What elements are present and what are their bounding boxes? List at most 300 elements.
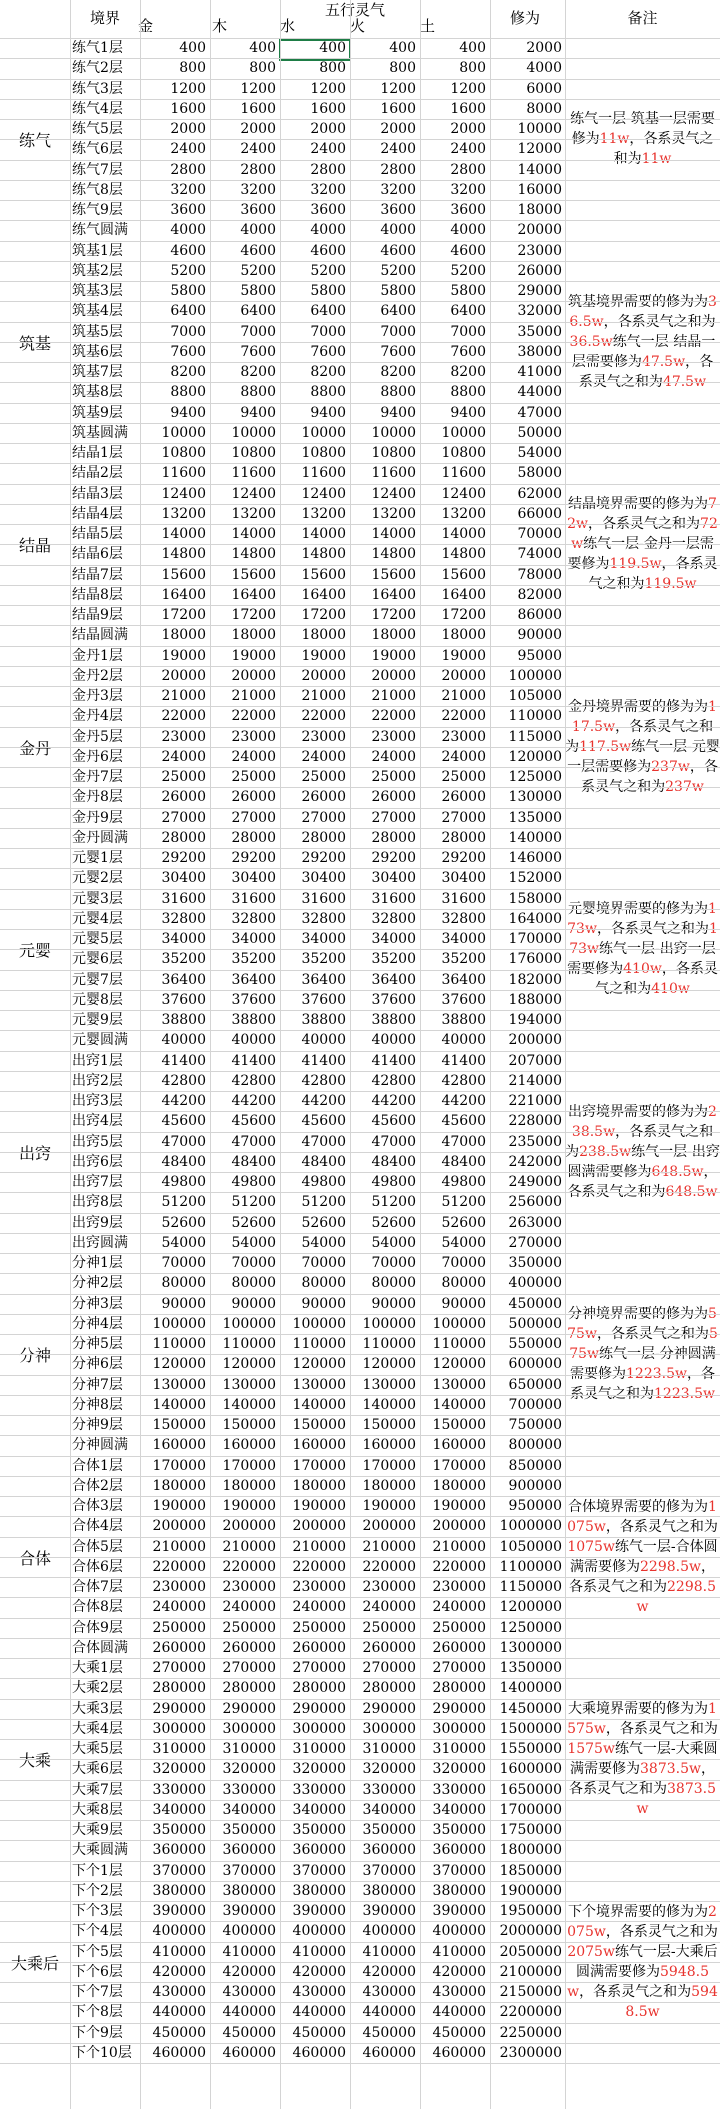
level-label[interactable]: 分神4层 [72,1315,123,1332]
lingqi-cell[interactable]: 230000 [362,1579,416,1595]
lingqi-cell[interactable]: 310000 [292,1741,346,1757]
lingqi-cell[interactable]: 4600 [310,242,346,259]
lingqi-cell[interactable]: 180000 [222,1477,276,1494]
lingqi-cell[interactable]: 13200 [371,505,416,522]
xiuwei-cell[interactable]: 1750000 [499,1822,562,1838]
level-label[interactable]: 金丹圆满 [72,829,128,846]
lingqi-cell[interactable]: 4000 [380,222,416,239]
level-label[interactable]: 结晶3层 [72,485,123,502]
lingqi-cell[interactable]: 5200 [450,262,486,279]
xiuwei-cell[interactable]: 500000 [508,1315,562,1332]
lingqi-cell[interactable]: 54000 [371,1234,416,1251]
xiuwei-cell[interactable]: 2100000 [499,1963,562,1980]
lingqi-cell[interactable]: 370000 [152,1862,206,1879]
xiuwei-cell[interactable]: 650000 [508,1376,562,1393]
xiuwei-cell[interactable]: 249000 [508,1174,562,1190]
level-label[interactable]: 出窍9层 [72,1214,123,1231]
lingqi-cell[interactable]: 28000 [161,829,206,846]
level-label[interactable]: 大乘6层 [72,1761,123,1778]
lingqi-cell[interactable]: 450000 [292,2024,346,2041]
lingqi-cell[interactable]: 28000 [371,829,416,846]
lingqi-cell[interactable]: 18000 [231,627,276,644]
lingqi-cell[interactable]: 20000 [371,667,416,684]
lingqi-cell[interactable]: 11600 [371,465,416,482]
lingqi-cell[interactable]: 6400 [380,303,416,320]
lingqi-cell[interactable]: 13200 [301,505,346,522]
xiuwei-cell[interactable]: 78000 [517,566,562,583]
xiuwei-cell[interactable]: 1600000 [499,1761,562,1778]
level-label[interactable]: 金丹2层 [72,667,123,684]
lingqi-cell[interactable]: 20000 [231,667,276,684]
lingqi-cell[interactable]: 29200 [301,850,346,866]
level-label[interactable]: 大乘3层 [72,1700,123,1717]
lingqi-cell[interactable]: 11600 [441,465,486,482]
lingqi-cell[interactable]: 26000 [231,789,276,806]
header-beizhu[interactable]: 备注 [627,9,658,27]
level-label[interactable]: 金丹6层 [72,748,123,765]
lingqi-cell[interactable]: 240000 [222,1599,276,1616]
lingqi-cell[interactable]: 230000 [432,1579,486,1595]
level-label[interactable]: 出窍4层 [72,1113,123,1130]
level-label[interactable]: 元婴7层 [72,971,123,988]
lingqi-cell[interactable]: 41400 [371,1052,416,1069]
lingqi-cell[interactable]: 27000 [441,809,486,826]
lingqi-cell[interactable]: 7600 [170,343,206,360]
lingqi-cell[interactable]: 3200 [170,181,206,198]
lingqi-cell[interactable]: 13200 [231,505,276,522]
lingqi-cell[interactable]: 290000 [292,1700,346,1717]
lingqi-cell[interactable]: 16400 [441,586,486,603]
lingqi-cell[interactable]: 41400 [231,1052,276,1069]
level-label[interactable]: 筑基8层 [72,384,123,401]
level-label[interactable]: 下个3层 [72,1903,123,1919]
lingqi-cell[interactable]: 310000 [362,1741,416,1757]
lingqi-cell[interactable]: 52600 [161,1214,206,1231]
lingqi-cell[interactable]: 44200 [231,1093,276,1109]
lingqi-cell[interactable]: 200000 [152,1518,206,1535]
lingqi-cell[interactable]: 3600 [240,202,276,218]
lingqi-cell[interactable]: 350000 [362,1822,416,1838]
lingqi-cell[interactable]: 290000 [432,1700,486,1717]
lingqi-cell[interactable]: 2000 [240,121,276,137]
lingqi-cell[interactable]: 8800 [380,384,416,401]
xiuwei-cell[interactable]: 95000 [517,647,562,664]
lingqi-cell[interactable]: 130000 [362,1376,416,1393]
xiuwei-cell[interactable]: 41000 [517,364,562,380]
lingqi-cell[interactable]: 160000 [222,1437,276,1454]
lingqi-cell[interactable]: 140000 [362,1396,416,1413]
lingqi-cell[interactable]: 10800 [371,445,416,461]
lingqi-cell[interactable]: 310000 [432,1741,486,1757]
lingqi-cell[interactable]: 47000 [371,1133,416,1150]
level-label[interactable]: 分神9层 [72,1417,123,1433]
lingqi-cell[interactable]: 270000 [222,1660,276,1676]
lingqi-cell[interactable]: 250000 [292,1619,346,1636]
xiuwei-cell[interactable]: 125000 [508,769,562,785]
lingqi-cell[interactable]: 18000 [301,627,346,644]
level-label[interactable]: 筑基圆满 [72,424,128,441]
lingqi-cell[interactable]: 14800 [371,546,416,563]
lingqi-cell[interactable]: 19000 [161,647,206,664]
lingqi-cell[interactable]: 5800 [380,283,416,299]
lingqi-cell[interactable]: 2400 [240,141,276,158]
lingqi-cell[interactable]: 40000 [161,1032,206,1049]
xiuwei-cell[interactable]: 1500000 [499,1720,562,1737]
lingqi-cell[interactable]: 48400 [231,1153,276,1170]
lingqi-cell[interactable]: 12400 [301,485,346,502]
xiuwei-cell[interactable]: 38000 [517,343,562,360]
lingqi-cell[interactable]: 36400 [441,971,486,988]
lingqi-cell[interactable]: 5800 [240,283,276,299]
lingqi-cell[interactable]: 10000 [371,424,416,441]
lingqi-cell[interactable]: 1600 [380,100,416,117]
lingqi-cell[interactable]: 25000 [161,769,206,785]
lingqi-cell[interactable]: 210000 [362,1538,416,1555]
lingqi-cell[interactable]: 330000 [152,1781,206,1798]
lingqi-cell[interactable]: 3200 [310,181,346,198]
level-label[interactable]: 结晶8层 [72,586,123,603]
lingqi-cell[interactable]: 18000 [371,627,416,644]
lingqi-cell[interactable]: 14800 [231,546,276,563]
lingqi-cell[interactable]: 41400 [301,1052,346,1069]
lingqi-cell[interactable]: 7000 [450,323,486,340]
lingqi-cell[interactable]: 42800 [161,1072,206,1089]
lingqi-cell[interactable]: 23000 [301,728,346,745]
lingqi-cell[interactable]: 90000 [441,1295,486,1312]
level-label[interactable]: 筑基7层 [72,364,123,380]
lingqi-cell[interactable]: 270000 [362,1660,416,1676]
level-label[interactable]: 合体9层 [72,1619,123,1636]
xiuwei-cell[interactable]: 850000 [508,1457,562,1474]
lingqi-cell[interactable]: 36400 [161,971,206,988]
level-label[interactable]: 出窍5层 [72,1133,123,1150]
lingqi-cell[interactable]: 30400 [441,870,486,887]
lingqi-cell[interactable]: 410000 [292,1943,346,1960]
lingqi-cell[interactable]: 7600 [310,343,346,360]
lingqi-cell[interactable]: 1200 [450,80,486,97]
level-label[interactable]: 元婴8层 [72,991,123,1008]
lingqi-cell[interactable]: 3600 [170,202,206,218]
realm-name-9[interactable]: 大乘后 [10,1953,59,1973]
level-label[interactable]: 分神8层 [72,1396,123,1413]
lingqi-cell[interactable]: 1200 [170,80,206,97]
lingqi-cell[interactable]: 230000 [292,1579,346,1595]
lingqi-cell[interactable]: 150000 [222,1417,276,1433]
level-label[interactable]: 元婴3层 [72,890,123,907]
lingqi-cell[interactable]: 42800 [301,1072,346,1089]
xiuwei-cell[interactable]: 1800000 [499,1842,562,1859]
lingqi-cell[interactable]: 5200 [380,262,416,279]
level-label[interactable]: 下个9层 [72,2024,123,2041]
level-label[interactable]: 元婴圆满 [72,1032,128,1049]
lingqi-cell[interactable]: 26000 [161,789,206,806]
realm-name-6[interactable]: 分神 [18,1346,51,1366]
lingqi-cell[interactable]: 13200 [161,505,206,522]
lingqi-cell[interactable]: 400000 [152,1923,206,1940]
lingqi-cell[interactable]: 19000 [231,647,276,664]
lingqi-cell[interactable]: 140000 [222,1396,276,1413]
xiuwei-cell[interactable]: 120000 [508,748,562,765]
lingqi-cell[interactable]: 16400 [301,586,346,603]
level-label[interactable]: 大乘4层 [72,1720,123,1737]
lingqi-cell[interactable]: 41400 [161,1052,206,1069]
level-label[interactable]: 大乘9层 [72,1822,123,1838]
lingqi-cell[interactable]: 9400 [380,404,416,421]
lingqi-cell[interactable]: 45600 [231,1113,276,1130]
lingqi-cell[interactable]: 22000 [301,708,346,725]
lingqi-cell[interactable]: 34000 [371,931,416,947]
lingqi-cell[interactable]: 3200 [450,181,486,198]
lingqi-cell[interactable]: 430000 [432,1984,486,2000]
lingqi-cell[interactable]: 110000 [222,1336,276,1352]
lingqi-cell[interactable]: 2800 [450,161,486,178]
lingqi-cell[interactable]: 280000 [222,1680,276,1697]
xiuwei-cell[interactable]: 47000 [517,404,562,421]
lingqi-cell[interactable]: 20000 [161,667,206,684]
lingqi-cell[interactable]: 31600 [371,890,416,907]
lingqi-cell[interactable]: 12400 [161,485,206,502]
level-label[interactable]: 大乘7层 [72,1781,123,1798]
level-label[interactable]: 分神2层 [72,1275,123,1292]
xiuwei-cell[interactable]: 4000 [526,60,562,77]
xiuwei-cell[interactable]: 110000 [508,708,562,725]
xiuwei-cell[interactable]: 1100000 [499,1558,562,1575]
lingqi-cell[interactable]: 320000 [152,1761,206,1778]
level-label[interactable]: 下个10层 [72,2044,132,2061]
lingqi-cell[interactable]: 10800 [231,445,276,461]
xiuwei-cell[interactable]: 256000 [508,1194,562,1211]
lingqi-cell[interactable]: 450000 [222,2024,276,2041]
lingqi-cell[interactable]: 5800 [310,283,346,299]
lingqi-cell[interactable]: 17200 [371,607,416,623]
lingqi-cell[interactable]: 350000 [222,1822,276,1838]
lingqi-cell[interactable]: 22000 [441,708,486,725]
lingqi-cell[interactable]: 800 [249,60,276,77]
lingqi-cell[interactable]: 210000 [292,1538,346,1555]
xiuwei-cell[interactable]: 1000000 [499,1518,562,1535]
lingqi-cell[interactable]: 34000 [301,931,346,947]
lingqi-cell[interactable]: 190000 [222,1498,276,1514]
lingqi-cell[interactable]: 800 [389,60,416,77]
lingqi-cell[interactable]: 17200 [301,607,346,623]
lingqi-cell[interactable]: 410000 [362,1943,416,1960]
lingqi-cell[interactable]: 14000 [161,526,206,542]
lingqi-cell[interactable]: 49800 [441,1174,486,1190]
level-label[interactable]: 练气7层 [72,161,123,178]
lingqi-cell[interactable]: 2000 [170,121,206,137]
level-label[interactable]: 练气9层 [72,202,123,218]
lingqi-cell[interactable]: 42800 [231,1072,276,1089]
lingqi-cell[interactable]: 2000 [310,121,346,137]
lingqi-cell[interactable]: 3200 [240,181,276,198]
lingqi-cell[interactable]: 15600 [441,566,486,583]
level-label[interactable]: 分神1层 [72,1255,123,1271]
xiuwei-cell[interactable]: 200000 [508,1032,562,1049]
lingqi-cell[interactable]: 180000 [362,1477,416,1494]
lingqi-cell[interactable]: 40000 [301,1032,346,1049]
lingqi-cell[interactable]: 23000 [371,728,416,745]
lingqi-cell[interactable]: 14800 [161,546,206,563]
xiuwei-cell[interactable]: 105000 [508,688,562,704]
xiuwei-cell[interactable]: 188000 [508,991,562,1008]
lingqi-cell[interactable]: 28000 [231,829,276,846]
lingqi-cell[interactable]: 340000 [222,1801,276,1818]
lingqi-cell[interactable]: 24000 [441,748,486,765]
level-label[interactable]: 分神3层 [72,1295,123,1312]
lingqi-cell[interactable]: 370000 [432,1862,486,1879]
lingqi-cell[interactable]: 170000 [222,1457,276,1474]
lingqi-cell[interactable]: 47000 [301,1133,346,1150]
xiuwei-cell[interactable]: 2000 [526,40,562,56]
xiuwei-cell[interactable]: 26000 [517,262,562,279]
level-label[interactable]: 下个7层 [72,1984,123,2000]
lingqi-cell[interactable]: 340000 [362,1801,416,1818]
xiuwei-cell[interactable]: 10000 [517,121,562,137]
lingqi-cell[interactable]: 29200 [161,850,206,866]
lingqi-cell[interactable]: 150000 [362,1417,416,1433]
lingqi-cell[interactable]: 12400 [231,485,276,502]
header-huo[interactable]: 火 [350,17,366,35]
lingqi-cell[interactable]: 10000 [161,424,206,441]
lingqi-cell[interactable]: 15600 [161,566,206,583]
level-label[interactable]: 练气2层 [72,60,123,77]
lingqi-cell[interactable]: 390000 [152,1903,206,1919]
lingqi-cell[interactable]: 90000 [231,1295,276,1312]
level-label[interactable]: 大乘2层 [72,1680,123,1697]
lingqi-cell[interactable]: 8800 [240,384,276,401]
lingqi-cell[interactable]: 6400 [170,303,206,320]
lingqi-cell[interactable]: 54000 [441,1234,486,1251]
lingqi-cell[interactable]: 13200 [441,505,486,522]
lingqi-cell[interactable]: 14000 [371,526,416,542]
lingqi-cell[interactable]: 800 [459,60,486,77]
xiuwei-cell[interactable]: 400000 [508,1275,562,1292]
lingqi-cell[interactable]: 6400 [310,303,346,320]
level-label[interactable]: 金丹8层 [72,789,123,806]
xiuwei-cell[interactable]: 146000 [508,850,562,866]
lingqi-cell[interactable]: 24000 [371,748,416,765]
lingqi-cell[interactable]: 31600 [441,890,486,907]
lingqi-cell[interactable]: 8200 [450,364,486,380]
lingqi-cell[interactable]: 250000 [432,1619,486,1636]
lingqi-cell[interactable]: 270000 [432,1660,486,1676]
xiuwei-cell[interactable]: 44000 [517,384,562,401]
lingqi-cell[interactable]: 12400 [441,485,486,502]
lingqi-cell[interactable]: 200000 [222,1518,276,1535]
xiuwei-cell[interactable]: 66000 [517,505,562,522]
level-label[interactable]: 练气6层 [72,141,123,158]
lingqi-cell[interactable]: 19000 [371,647,416,664]
xiuwei-cell[interactable]: 1300000 [499,1639,562,1656]
lingqi-cell[interactable]: 24000 [301,748,346,765]
lingqi-cell[interactable]: 380000 [292,1882,346,1899]
lingqi-cell[interactable]: 400000 [292,1923,346,1940]
lingqi-cell[interactable]: 20000 [441,667,486,684]
xiuwei-cell[interactable]: 35000 [517,323,562,340]
xiuwei-cell[interactable]: 1850000 [499,1862,562,1879]
lingqi-cell[interactable]: 14000 [231,526,276,542]
lingqi-cell[interactable]: 300000 [362,1720,416,1737]
lingqi-cell[interactable]: 140000 [432,1396,486,1413]
lingqi-cell[interactable]: 440000 [362,2004,416,2021]
lingqi-cell[interactable]: 9400 [310,404,346,421]
lingqi-cell[interactable]: 800 [319,60,346,77]
xiuwei-cell[interactable]: 800000 [508,1437,562,1454]
lingqi-cell[interactable]: 350000 [292,1822,346,1838]
lingqi-cell[interactable]: 27000 [371,809,416,826]
lingqi-cell[interactable]: 360000 [222,1842,276,1859]
xiuwei-cell[interactable]: 2050000 [499,1943,562,1960]
lingqi-cell[interactable]: 5200 [170,262,206,279]
lingqi-cell[interactable]: 17200 [441,607,486,623]
level-label[interactable]: 筑基9层 [72,404,123,421]
lingqi-cell[interactable]: 300000 [432,1720,486,1737]
lingqi-cell[interactable]: 21000 [231,688,276,704]
lingqi-cell[interactable]: 380000 [152,1882,206,1899]
xiuwei-cell[interactable]: 1650000 [499,1781,562,1798]
lingqi-cell[interactable]: 6400 [240,303,276,320]
xiuwei-cell[interactable]: 115000 [508,728,562,745]
header-xiuwei[interactable]: 修为 [509,9,540,27]
lingqi-cell[interactable]: 2800 [310,161,346,178]
lingqi-cell[interactable]: 32800 [371,910,416,927]
header-tu[interactable]: 土 [420,17,436,35]
lingqi-cell[interactable]: 2800 [380,161,416,178]
lingqi-cell[interactable]: 20000 [301,667,346,684]
lingqi-cell[interactable]: 21000 [161,688,206,704]
lingqi-cell[interactable]: 360000 [432,1842,486,1859]
lingqi-cell[interactable]: 25000 [371,769,416,785]
lingqi-cell[interactable]: 10800 [301,445,346,461]
level-label[interactable]: 金丹5层 [72,728,123,745]
lingqi-cell[interactable]: 310000 [222,1741,276,1757]
level-label[interactable]: 大乘8层 [72,1801,123,1818]
lingqi-cell[interactable]: 29200 [371,850,416,866]
lingqi-cell[interactable]: 37600 [231,991,276,1008]
level-label[interactable]: 筑基5层 [72,323,123,340]
lingqi-cell[interactable]: 49800 [371,1174,416,1190]
xiuwei-cell[interactable]: 32000 [517,303,562,320]
lingqi-cell[interactable]: 10800 [441,445,486,461]
xiuwei-cell[interactable]: 950000 [508,1498,562,1514]
lingqi-cell[interactable]: 51200 [371,1194,416,1211]
lingqi-cell[interactable]: 220000 [292,1558,346,1575]
lingqi-cell[interactable]: 16400 [161,586,206,603]
lingqi-cell[interactable]: 37600 [371,991,416,1008]
lingqi-cell[interactable]: 21000 [441,688,486,704]
xiuwei-cell[interactable]: 6000 [526,80,562,97]
lingqi-cell[interactable]: 110000 [362,1336,416,1352]
lingqi-cell[interactable]: 120000 [152,1356,206,1373]
lingqi-cell[interactable]: 15600 [301,566,346,583]
level-label[interactable]: 金丹1层 [72,647,123,664]
lingqi-cell[interactable]: 150000 [292,1417,346,1433]
lingqi-cell[interactable]: 29200 [231,850,276,866]
lingqi-cell[interactable]: 400 [179,40,206,56]
lingqi-cell[interactable]: 22000 [371,708,416,725]
realm-name-1[interactable]: 筑基 [18,333,51,353]
xiuwei-cell[interactable]: 14000 [517,161,562,178]
lingqi-cell[interactable]: 4600 [170,242,206,259]
lingqi-cell[interactable]: 14800 [441,546,486,563]
level-label[interactable]: 练气3层 [72,80,123,97]
realm-name-8[interactable]: 大乘 [18,1751,51,1771]
lingqi-cell[interactable]: 110000 [152,1336,206,1352]
lingqi-cell[interactable]: 12400 [371,485,416,502]
xiuwei-cell[interactable]: 450000 [508,1295,562,1312]
lingqi-cell[interactable]: 370000 [292,1862,346,1879]
lingqi-cell[interactable]: 52600 [301,1214,346,1231]
